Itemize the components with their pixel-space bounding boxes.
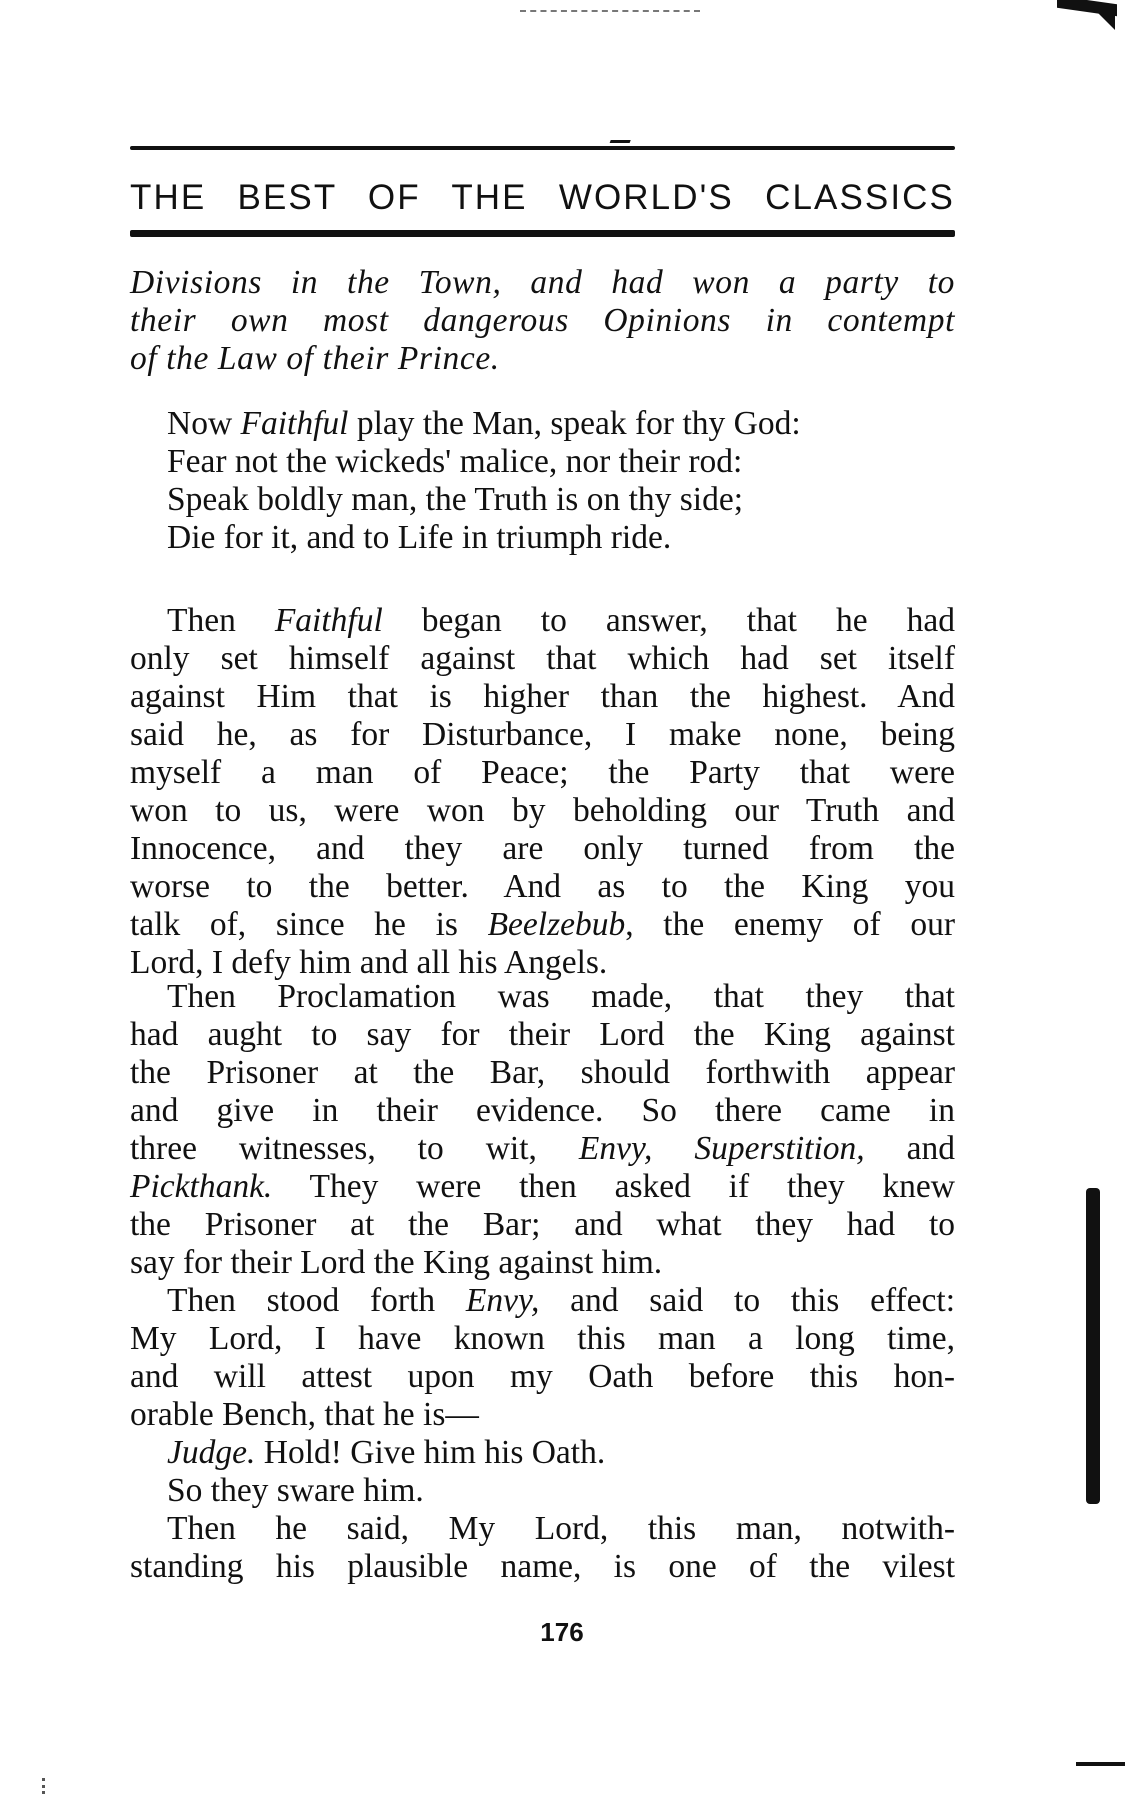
text-line: Divisions in the Town, and had won a party to [130,264,955,301]
text-line: Then Faithful began to answer, that he had [167,602,955,639]
verse-line: Speak boldly man, the Truth is on thy side; [167,481,744,518]
rule-mark [610,130,635,143]
text-line: My Lord, I have known this man a long time, [130,1320,955,1357]
text-line: Pickthank. They were then asked if they knew [130,1168,955,1205]
judge-line: Judge. Hold! Give him his Oath. [167,1434,606,1471]
text-line: Then Proclamation was made, that they that [167,978,955,1015]
verse-line: Now Faithful play the Man, speak for thy God: [167,405,801,442]
scan-artifact-corner [1055,0,1125,30]
text-line: three witnesses, to wit, Envy, Superstition, and [130,1130,956,1167]
text-line: Lord, I defy him and all his Angels. [130,944,608,981]
text-line: their own most dangerous Opinions in contempt [130,302,955,339]
text-line: orable Bench, that he is— [130,1396,479,1433]
text-line: only set himself against that which had set itself [130,640,955,677]
text-line: of the Law of their Prince. [130,340,500,377]
header-rule-bottom [130,230,955,237]
verse-line: Fear not the wickeds' malice, nor their rod: [167,443,743,480]
text-line: worse to the better. And as to the King you [130,868,955,905]
speaker-name: Judge. [167,1434,256,1471]
scan-artifact-left-dots [42,1778,51,1794]
text-line: the Prisoner at the Bar; and what they had to [130,1206,955,1243]
verse-line: Die for it, and to Life in triumph ride. [167,519,672,556]
paragraph-faithful-answer [130,602,955,982]
text-line: and give in their evidence. So there came in [130,1092,955,1129]
scan-artifact-right-dash [1076,1762,1125,1766]
header-rule-top [130,146,955,150]
text-line: So they sware him. [167,1472,424,1509]
paragraph-group [130,978,955,1586]
scan-artifact-right-bar [1086,1188,1100,1504]
text-line: Then stood forth Envy, and said to this effect: [167,1282,955,1319]
scan-artifact-top [520,10,700,14]
running-head: THE BEST OF THE WORLD'S CLASSICS [130,178,955,217]
text-line: had aught to say for their Lord the King against [130,1016,955,1053]
text-line: Then he said, My Lord, this man, notwith- [167,1510,955,1547]
text-line: Innocence, and they are only turned from the [130,830,955,867]
text-line: myself a man of Peace; the Party that were [130,754,955,791]
text-line: won to us, were won by beholding our Truth and [130,792,955,829]
text-line: and will attest upon my Oath before this hon- [130,1358,955,1395]
text-line: the Prisoner at the Bar, should forthwith appear [130,1054,955,1091]
text-line: against Him that is higher than the highest. And [130,678,955,715]
text-line: standing his plausible name, is one of the vilest [130,1548,955,1585]
text-line: said he, as for Disturbance, I make none, being [130,716,955,753]
page-number: 176 [540,1617,584,1647]
text-line: say for their Lord the King against him. [130,1244,663,1281]
verse [167,405,887,557]
text-line: talk of, since he is Beelzebub, the enemy of our [130,906,955,943]
intro-paragraph [130,264,955,378]
